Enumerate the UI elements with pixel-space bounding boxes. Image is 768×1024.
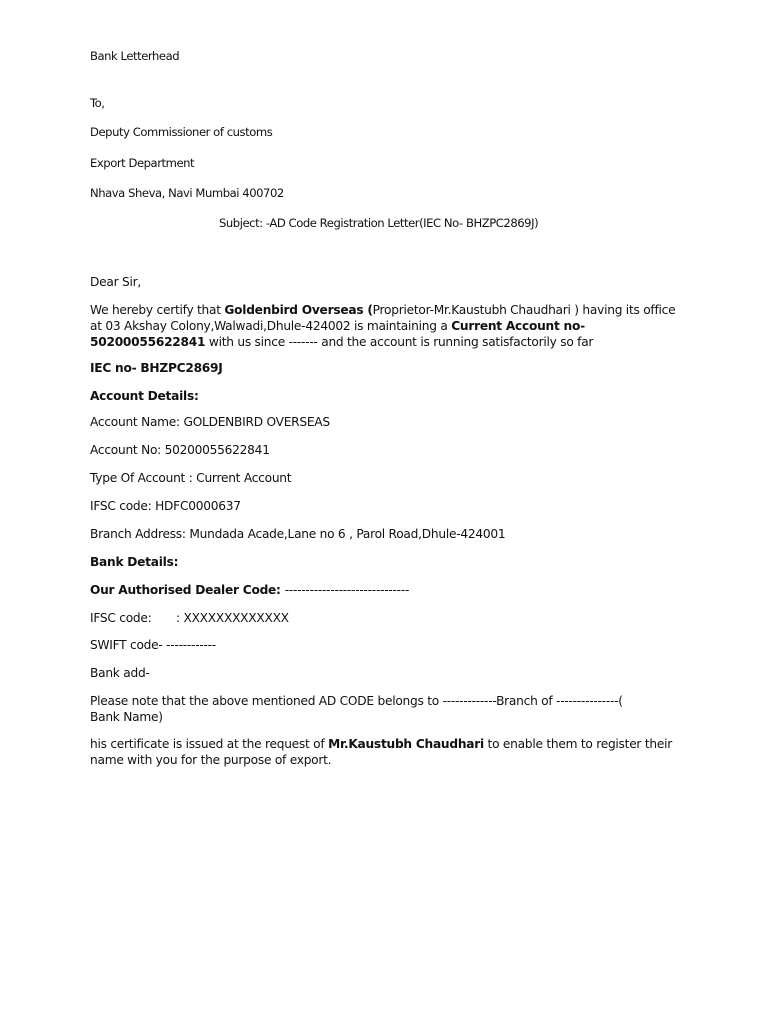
certification-paragraph <box>90 302 690 350</box>
bank-ifsc-value: : XXXXXXXXXXXXX <box>176 611 289 625</box>
dealer-code-value: ------------------------------ <box>284 583 410 597</box>
issuance-text-end: to enable them to register their name with you for the purpose of export. <box>90 737 672 767</box>
salutation: Dear Sir, <box>90 275 141 289</box>
certification-text-start: We hereby certify that <box>90 303 225 317</box>
requester-name: Mr.Kaustubh Chaudhari <box>328 737 484 751</box>
bank-details-heading: Bank Details: <box>90 555 179 569</box>
account-type: Type Of Account : Current Account <box>90 471 292 485</box>
current-account-number: Current Account no-50200055622841 <box>90 319 585 349</box>
certification-text-end: with us since ------- and the account is running satisfactorily so far <box>205 335 594 349</box>
recipient-department: Export Department <box>90 156 195 170</box>
subject-line: Subject: -AD Code Registration Letter(IEC No- BHZPC2869J) <box>219 216 539 230</box>
recipient-address: Nhava Sheva, Navi Mumbai 400702 <box>90 186 284 200</box>
account-name: Account Name: GOLDENBIRD OVERSEAS <box>90 415 330 429</box>
ad-code-note: Please note that the above mentioned AD CODE belongs to -------------Branch of ---------------( Bank Name) <box>90 694 623 724</box>
company-name: Goldenbird Overseas ( <box>224 303 373 317</box>
authorised-dealer-code <box>90 582 409 598</box>
issuance-text-start: his certificate is issued at the request of <box>90 737 329 751</box>
account-ifsc: IFSC code: HDFC0000637 <box>90 499 241 513</box>
bank-address: Bank add- <box>90 666 150 680</box>
letterhead-label: Bank Letterhead <box>90 49 180 63</box>
iec-number: IEC no- BHZPC2869J <box>90 361 223 375</box>
swift-code: SWIFT code- ------------ <box>90 638 216 652</box>
issuance-paragraph <box>90 736 690 768</box>
dealer-code-label: Our Authorised Dealer Code: <box>90 583 285 597</box>
recipient-title: Deputy Commissioner of customs <box>90 125 273 139</box>
account-number: Account No: 50200055622841 <box>90 443 270 457</box>
bank-ifsc-label: IFSC code: <box>90 611 152 625</box>
branch-address: Branch Address: Mundada Acade,Lane no 6 , Parol Road,Dhule-424001 <box>90 527 506 541</box>
certification-text-middle: Proprietor-Mr.Kaustubh Chaudhari ) having its office at 03 Akshay Colony,Walwadi,Dhule-424002 is maintaining a <box>90 303 676 333</box>
to-label: To, <box>90 96 105 110</box>
account-details-heading: Account Details: <box>90 389 199 403</box>
